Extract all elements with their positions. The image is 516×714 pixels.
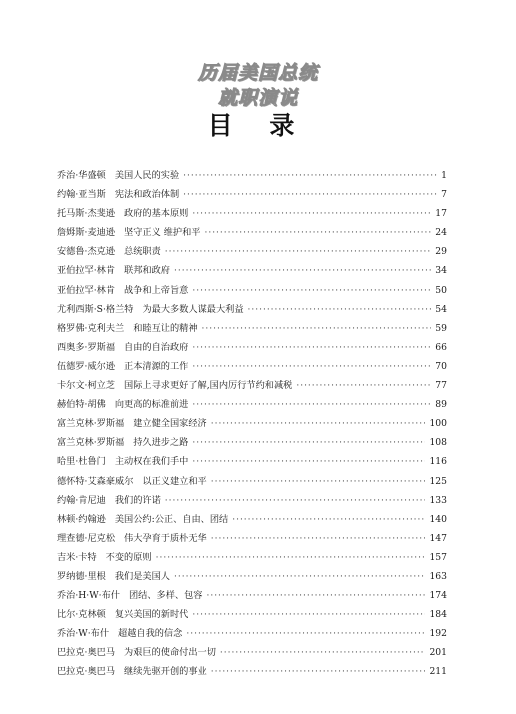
leader-dots <box>165 492 426 511</box>
speech-title: 美国人民的实验 <box>114 170 180 181</box>
leader-dots <box>192 606 425 625</box>
speech-title: 坚守正义 维护和平 <box>124 227 201 239</box>
toc-heading: 目 录 <box>207 111 309 140</box>
toc-entry[interactable] <box>57 472 447 491</box>
page-number: 77 <box>435 380 447 392</box>
speech-title: 和睦互让的精神 <box>133 322 198 334</box>
leader-dots <box>202 320 432 339</box>
leader-dots <box>186 625 425 644</box>
toc-entry[interactable] <box>57 452 447 471</box>
leader-dots <box>220 644 426 663</box>
page-number: 50 <box>435 284 447 296</box>
toc-entry[interactable] <box>57 357 447 376</box>
page-number: 70 <box>435 360 447 372</box>
speech-title: 持久进步之路 <box>133 437 189 449</box>
page-number: 133 <box>429 494 447 506</box>
leader-dots <box>206 587 425 606</box>
page-number: 116 <box>429 456 447 468</box>
president-name: 詹姆斯·麦迪逊 <box>57 227 116 239</box>
speech-title: 自由的自治政府 <box>124 341 189 353</box>
toc-entry[interactable] <box>57 605 447 624</box>
toc-entry[interactable] <box>57 319 447 338</box>
page-number: 147 <box>429 532 447 544</box>
leader-dots <box>192 358 431 377</box>
toc-entry[interactable] <box>57 300 447 319</box>
leader-dots <box>192 339 431 358</box>
leader-dots <box>248 301 432 320</box>
president-name: 伍德罗·威尔逊 <box>57 360 116 372</box>
page-number: 163 <box>429 570 447 582</box>
president-name: 托马斯·杰斐逊 <box>57 208 116 220</box>
speech-title: 以正义建立和平 <box>142 475 207 487</box>
speech-title: 建立健全国家经济 <box>133 418 207 430</box>
president-name: 比尔·克林顿 <box>57 609 106 621</box>
leader-dots <box>174 262 431 281</box>
page-number: 34 <box>435 265 447 277</box>
speech-title: 正本清源的工作 <box>124 360 189 372</box>
toc-entry[interactable] <box>57 510 447 529</box>
speech-title: 我们是美国人 <box>114 570 170 582</box>
page-number: 1 <box>441 170 447 181</box>
speech-title: 为艰巨的使命付出一切 <box>124 647 216 659</box>
leader-dots <box>211 530 426 549</box>
president-name: 乔治·W·布什 <box>57 628 110 640</box>
speech-title: 主动权在我们手中 <box>114 456 189 468</box>
leader-dots <box>174 568 425 587</box>
toc-entry[interactable] <box>57 185 447 204</box>
toc-entry[interactable] <box>57 242 447 261</box>
speech-title: 为最大多数人谋最大利益 <box>142 303 244 315</box>
page-number: 211 <box>429 666 447 678</box>
leader-dots <box>192 282 431 301</box>
speech-title: 战争和上帝旨意 <box>124 284 189 296</box>
toc-entry[interactable] <box>57 433 447 452</box>
speech-title: 继续先驱开创的事业 <box>124 666 207 678</box>
speech-title: 不变的原则 <box>105 551 152 563</box>
toc-entry[interactable] <box>57 529 447 548</box>
page-number: 7 <box>441 189 447 201</box>
leader-dots <box>211 473 426 492</box>
leader-dots <box>165 243 432 262</box>
page-number: 89 <box>435 399 447 411</box>
president-name: 富兰克林·罗斯福 <box>57 418 125 430</box>
page-number: 184 <box>429 609 447 621</box>
page-number: 29 <box>435 246 447 258</box>
page-number: 174 <box>429 590 447 602</box>
leader-dots <box>211 663 426 682</box>
toc-entry[interactable] <box>57 662 447 681</box>
leader-dots <box>204 224 431 243</box>
page-number: 24 <box>435 227 447 239</box>
page-number: 54 <box>435 303 447 315</box>
president-name: 卡尔文·柯立芝 <box>57 380 116 392</box>
toc-entry[interactable] <box>57 223 447 242</box>
speech-title: 政府的基本原则 <box>124 208 189 220</box>
page-number: 125 <box>429 475 447 487</box>
president-name: 理查德·尼克松 <box>57 532 116 544</box>
book-title-line-2: 就职演说 <box>217 87 298 109</box>
page-number: 157 <box>429 551 447 563</box>
president-name: 约翰·肯尼迪 <box>57 494 106 506</box>
toc-entry[interactable] <box>57 586 447 605</box>
president-name: 乔治·华盛顿 <box>57 170 106 181</box>
toc-entry[interactable] <box>57 376 447 395</box>
president-name: 富兰克林·罗斯福 <box>57 437 125 449</box>
president-name: 巴拉克·奥巴马 <box>57 647 116 659</box>
president-name: 林顿·约翰逊 <box>57 513 106 525</box>
speech-title: 国际上寻求更好了解,国内厉行节约和减税 <box>124 380 293 392</box>
president-name: 哈里·杜鲁门 <box>57 456 106 468</box>
president-name: 吉米·卡特 <box>57 551 97 563</box>
speech-title: 宪法和政治体制 <box>114 189 180 201</box>
leader-dots <box>192 396 431 415</box>
president-name: 安德鲁·杰克逊 <box>57 246 116 258</box>
leader-dots <box>296 377 431 396</box>
table-of-contents <box>57 166 447 682</box>
speech-title: 总统职责 <box>124 246 161 258</box>
president-name: 尤利西斯·S·格兰特 <box>57 303 134 315</box>
toc-entry[interactable] <box>57 548 447 567</box>
president-name: 罗纳德·里根 <box>57 570 106 582</box>
president-name: 巴拉克·奥巴马 <box>57 666 116 678</box>
toc-entry[interactable] <box>57 414 447 433</box>
leader-dots <box>183 186 437 205</box>
page-number: 140 <box>429 513 447 525</box>
president-name: 赫伯特·胡佛 <box>57 399 106 411</box>
president-name: 亚伯拉罕·林肯 <box>57 265 116 277</box>
leader-dots <box>211 415 426 434</box>
page-number: 201 <box>429 647 447 659</box>
page-number: 192 <box>429 628 447 640</box>
page-number: 66 <box>435 341 447 353</box>
leader-dots <box>183 167 437 186</box>
book-title-line-1: 历届美国总统 <box>197 62 318 84</box>
leader-dots <box>192 434 425 453</box>
toc-entry[interactable] <box>57 204 447 223</box>
president-name: 约翰·亚当斯 <box>57 189 106 201</box>
page-number: 108 <box>429 437 447 449</box>
speech-title: 复兴美国的新时代 <box>114 609 189 621</box>
president-name: 乔治·H·W·布什 <box>57 590 120 602</box>
toc-entry[interactable] <box>57 567 447 586</box>
leader-dots <box>156 549 426 568</box>
toc-entry[interactable] <box>57 643 447 662</box>
speech-title: 向更高的标准前进 <box>114 399 189 411</box>
toc-entry[interactable] <box>57 281 447 300</box>
toc-entry[interactable] <box>57 261 447 280</box>
president-name: 亚伯拉罕·林肯 <box>57 284 116 296</box>
leader-dots <box>192 453 425 472</box>
speech-title: 伟大孕育于质朴无华 <box>124 532 207 544</box>
speech-title: 联邦和政府 <box>124 265 170 277</box>
president-name: 格罗佛·克利夫兰 <box>57 322 125 334</box>
page-number: 100 <box>429 418 447 430</box>
speech-title: 超越自我的信念 <box>118 628 183 640</box>
president-name: 西奥多·罗斯福 <box>57 341 116 353</box>
speech-title: 我们的许诺 <box>114 494 161 506</box>
toc-entry[interactable] <box>57 338 447 357</box>
speech-title: 美国公约:公正、自由、团结 <box>114 513 229 525</box>
toc-entry[interactable] <box>57 166 447 185</box>
toc-entry[interactable] <box>57 624 447 643</box>
leader-dots <box>232 511 425 530</box>
president-name: 德怀特·艾森豪威尔 <box>57 475 134 487</box>
page-number: 59 <box>435 322 447 334</box>
speech-title: 团结、多样、包容 <box>128 590 203 602</box>
toc-entry[interactable] <box>57 491 447 510</box>
toc-entry[interactable] <box>57 395 447 414</box>
page-number: 17 <box>435 208 447 220</box>
leader-dots <box>192 205 431 224</box>
